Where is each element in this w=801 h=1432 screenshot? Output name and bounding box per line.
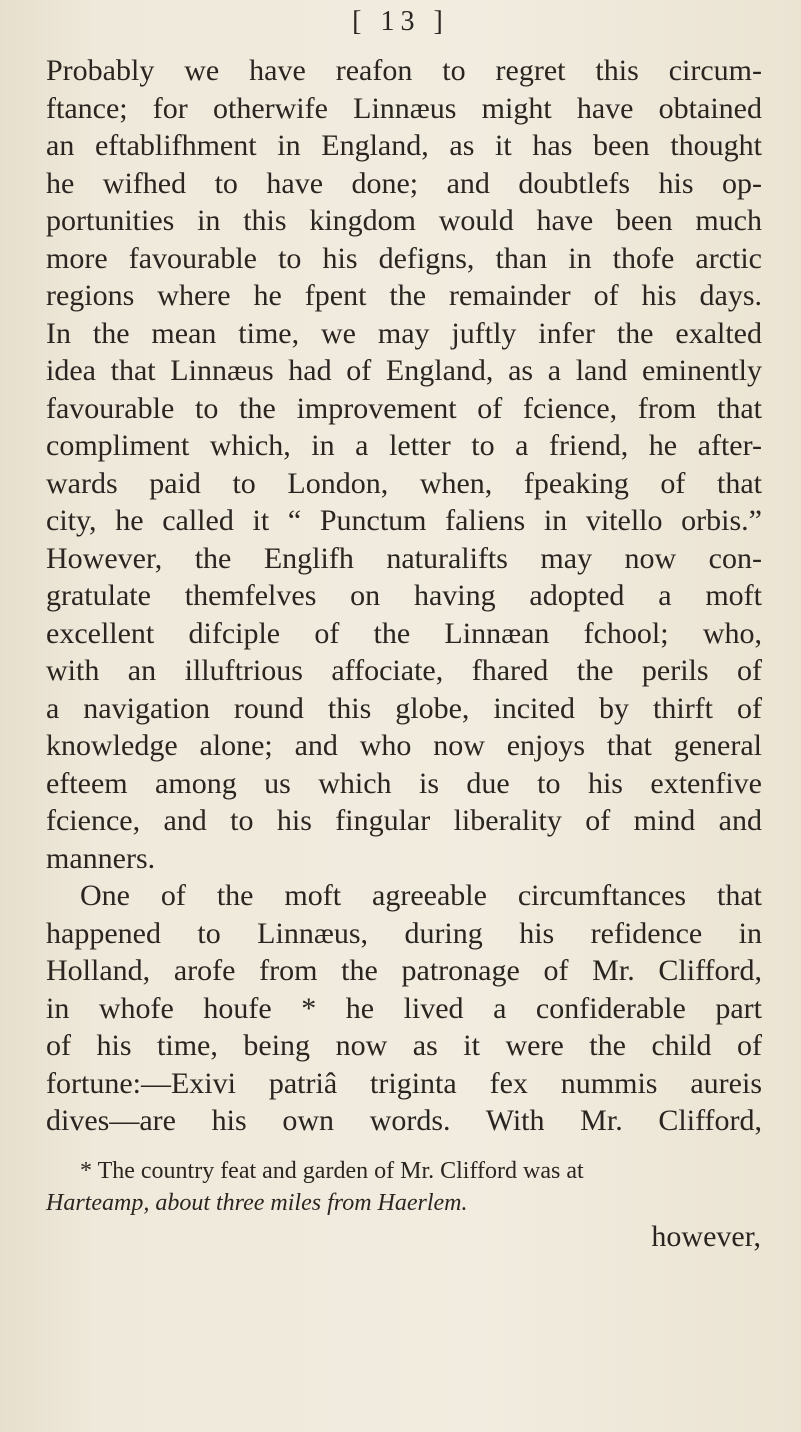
text-line: compliment which, in a letter to a friend, he after- (46, 429, 762, 462)
footnote (46, 1155, 762, 1219)
text-line: efteem among us which is due to his extenfive (46, 766, 762, 800)
text-line: he wifhed to have done; and doubtlefs his op- (46, 166, 762, 200)
text-line: favourable to the improvement of fcience, from that (46, 391, 762, 425)
footnote-line: Harteamp, about three miles from Haerlem. (46, 1190, 468, 1216)
text-line: happened to Linnæus, during his refidence in (46, 916, 762, 950)
text-line: knowledge alone; and who now enjoys that general (46, 729, 762, 762)
text-line: idea that Linnæus had of England, as a land eminently (46, 354, 762, 387)
text-line: fortune:—Exivi patriâ triginta fex nummis aureis (46, 1066, 762, 1100)
text-line: excellent difciple of the Linnæan fchool; who, (46, 616, 762, 650)
text-line: However, the Englifh naturalifts may now con- (46, 541, 762, 575)
text-line: One of the moft agreeable circumftances that (80, 879, 762, 912)
text-line: an eftablifhment in England, as it has been thought (46, 129, 762, 162)
text-line: Probably we have reafon to regret this circum- (46, 54, 762, 87)
text-line: more favourable to his defigns, than in thofe arctic (46, 241, 762, 275)
text-line: Holland, arofe from the patronage of Mr. Clifford, (46, 954, 762, 987)
catchword: however, (651, 1220, 761, 1253)
footnote-line: * The country feat and garden of Mr. Clifford was at (80, 1158, 584, 1184)
text-line: In the mean time, we may juftly infer the exalted (46, 316, 762, 350)
text-line: of his time, being now as it were the child of (46, 1029, 762, 1062)
text-line: with an illuftrious affociate, fhared the perils of (46, 654, 762, 687)
text-line: gratulate themfelves on having adopted a moft (46, 579, 762, 612)
text-line: a navigation round this globe, incited by thirft of (46, 691, 762, 725)
body-text (46, 52, 762, 1140)
text-line: ftance; for otherwife Linnæus might have obtained (46, 91, 762, 125)
text-line: in whofe houfe * he lived a confiderable part (46, 991, 762, 1025)
text-line: dives—are his own words. With Mr. Clifford, (46, 1104, 762, 1137)
text-line: fcience, and to his fingular liberality of mind and (46, 804, 762, 837)
text-line: city, he called it “ Punctum faliens in vitello orbis.” (46, 504, 762, 537)
text-line: manners. (46, 841, 156, 875)
text-line: wards paid to London, when, fpeaking of that (46, 466, 762, 500)
text-line: portunities in this kingdom would have been much (46, 204, 762, 237)
text-line: regions where he fpent the remainder of his days. (46, 279, 762, 312)
page-number: [ 13 ] (352, 6, 449, 37)
